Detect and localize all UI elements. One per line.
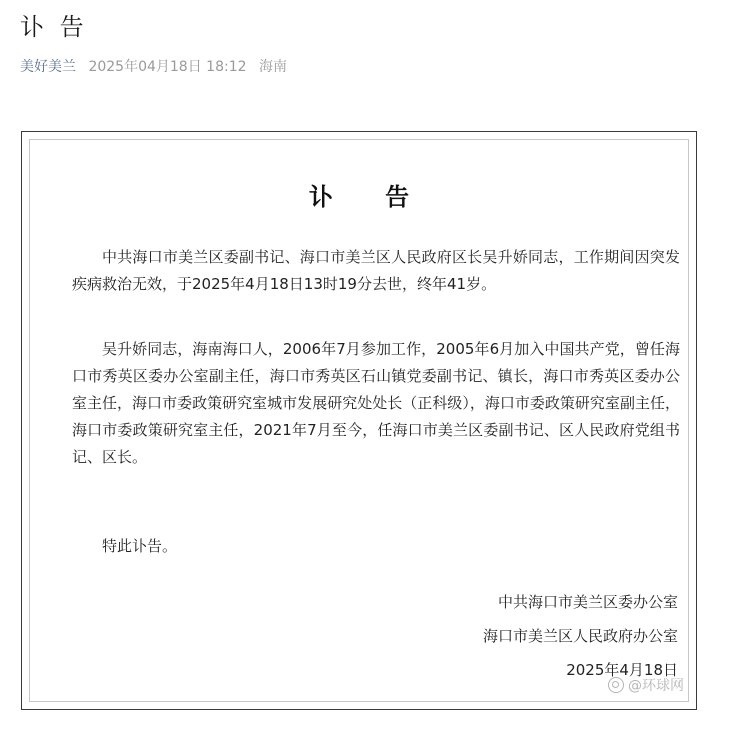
signature-district-committee-office: 中共海口市美兰区委办公室 — [497, 593, 678, 611]
notice-paragraph-2: 吴升娇同志，海南海口人，2006年7月参加工作，2005年6月加入中国共产党，曾任海口市秀英区委办公室副主任，海口市秀英区石山镇党委副书记、镇长，海口市秀英区委办公室主任，海口市委政策研究室城市发展研究处处长（正科级），海口市委政策研究室副主任，海口市委政策研究室主任，2021年7月至今，任海口市美兰区委副书记、区人民政府党组书记、区长。 — [72, 340, 680, 466]
author-link[interactable]: 美好美兰 — [20, 59, 76, 75]
signature-date: 2025年4月18日 — [566, 661, 678, 679]
signature-district-government-office: 海口市美兰区人民政府办公室 — [482, 627, 678, 645]
watermark-text: @环球网 — [628, 678, 684, 694]
publish-time: 2025年04月18日 18:12 — [88, 59, 247, 75]
article-meta — [20, 57, 287, 77]
huanqiu-logo-icon — [608, 677, 624, 693]
article-title: 讣 告 — [20, 13, 88, 41]
notice-paragraph-3: 特此讣告。 — [102, 537, 178, 555]
obituary-notice-image — [21, 131, 697, 710]
watermark — [608, 675, 684, 695]
notice-paragraph-1: 中共海口市美兰区委副书记、海口市美兰区人民政府区长吴升娇同志，工作期间因突发疾病救治无效，于2025年4月18日13时19分去世，终年41岁。 — [72, 248, 680, 293]
notice-heading: 讣 告 — [308, 183, 432, 211]
region-label: 海南 — [258, 59, 287, 75]
